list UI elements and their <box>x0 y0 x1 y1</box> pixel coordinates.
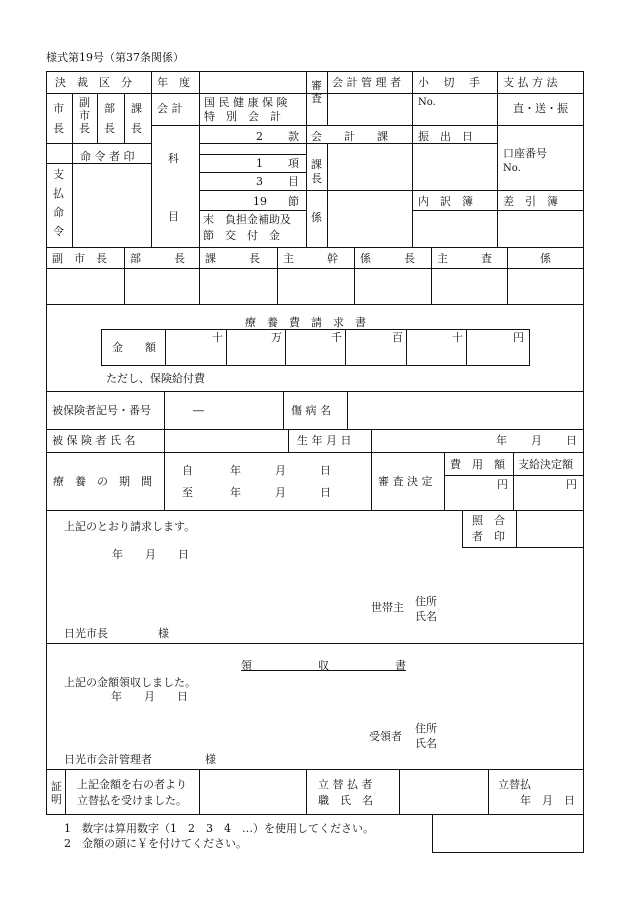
bucho-label: 部 長 <box>104 102 115 135</box>
shiharai-hoho-label: 支 払 方 法 <box>503 76 558 89</box>
receipt-statement: 上記の金額領収しました。 <box>64 676 196 689</box>
request-addressee: 日光市長 <box>64 627 108 640</box>
tatekae-date: 年 月 日 <box>520 794 575 807</box>
kaikei-kanrisha-label: 会 計 管 理 者 <box>332 76 401 89</box>
period-itaru: 至 <box>182 486 193 499</box>
uchiwake-label: 内 訳 簿 <box>418 195 473 208</box>
certificate-text-1: 上記金額を右の者より <box>77 778 187 791</box>
meireisha-in-label: 命 令 者 印 <box>80 150 135 163</box>
approval-fukushicho: 副 市 長 <box>52 252 107 265</box>
period-from-hi: 日 <box>320 464 331 477</box>
moku-number: 3 <box>256 175 263 188</box>
tatekae-date-label: 立替払 <box>498 778 531 791</box>
sashihiki-label: 差 引 簿 <box>503 195 558 208</box>
approval-kacho: 課 長 <box>205 252 260 265</box>
period-from-tsuki: 月 <box>275 464 286 477</box>
setsu-label: 節 <box>288 195 299 208</box>
receipt-date: 年 月 日 <box>111 690 188 703</box>
kigo-bango-label: 被保険者記号・番号 <box>52 404 151 417</box>
shinsa-kettei-label: 審 査 決 定 <box>378 475 433 488</box>
shobyomei-label: 傷 病 名 <box>291 404 331 417</box>
note-2: 2 金額の頭に￥を付けてください。 <box>64 837 247 850</box>
period-ji: 自 <box>182 464 193 477</box>
receipt-shimei: 氏名 <box>415 737 437 750</box>
koza-no: No. <box>503 163 521 174</box>
kaikei-name-2: 特 別 会 計 <box>204 110 281 123</box>
shiharai-meirei-label: 支 払 命 令 <box>53 168 64 238</box>
form-id: 様式第19号（第37条関係） <box>46 51 184 64</box>
period-to-nen: 年 <box>230 486 241 499</box>
ka-label: 科 <box>168 152 179 165</box>
approval-kakaricho: 係 長 <box>360 252 415 265</box>
saimoku-2: 節 交 付 金 <box>203 229 280 242</box>
kessai-kubun-label: 決 裁 区 分 <box>55 76 132 89</box>
juryosha-label: 受領者 <box>369 730 402 743</box>
unit-ju: 十 <box>452 331 463 344</box>
tadashi-text: ただし、保険給付費 <box>106 372 205 385</box>
kingaku-label: 金 額 <box>112 341 156 354</box>
moku-label: 目 <box>168 210 179 223</box>
hiyo-yen: 円 <box>497 478 508 491</box>
birth-hi: 日 <box>566 434 577 447</box>
saimoku-1: 末 負担金補助及 <box>203 213 291 226</box>
period-to-tsuki: 月 <box>275 486 286 499</box>
certificate-text-2: 立替払を受けました。 <box>77 794 187 807</box>
approval-shukan: 主 幹 <box>283 252 338 265</box>
period-from-nen: 年 <box>230 464 241 477</box>
furidashi-label: 振 出 日 <box>418 130 473 143</box>
kaikei-label: 会 計 <box>157 102 183 115</box>
hiyo-gaku-label: 費 用 額 <box>450 458 505 471</box>
kakari-label: 係 <box>311 211 322 224</box>
receipt-title: 領 収 書 <box>241 659 406 672</box>
unit-yen: 円 <box>513 331 524 344</box>
tatekae-label-2: 職 氏 名 <box>318 794 373 807</box>
request-shimei: 氏名 <box>415 610 437 623</box>
birth-nen: 年 <box>496 434 507 447</box>
kou-number: 1 <box>256 157 263 170</box>
request-jusho: 住所 <box>415 595 437 608</box>
shicho-label: 市 長 <box>53 102 64 135</box>
kacho2-label: 課 長 <box>311 158 322 185</box>
approval-bucho: 部 長 <box>130 252 185 265</box>
setainushi-label: 世帯主 <box>371 601 404 614</box>
unit-hyaku: 百 <box>392 331 403 344</box>
claim-title: 療 養 費 請 求 書 <box>245 316 366 329</box>
unit-man: 万 <box>271 331 282 344</box>
setsu-number: 19 <box>253 195 267 208</box>
unit-juman: 十 <box>212 331 223 344</box>
shikyu-yen: 円 <box>566 478 577 491</box>
kacho-label: 課 長 <box>131 102 142 135</box>
koza-bango-label: 口座番号 <box>503 147 547 160</box>
kaikei-name-1: 国 民 健 康 保 険 <box>204 96 288 109</box>
kogitte-label: 小 切 手 <box>418 76 480 89</box>
insured-name-label: 被 保 険 者 氏 名 <box>52 434 136 447</box>
shinsa-label: 審 査 <box>311 79 322 105</box>
shogo-label-1: 照 合 <box>472 514 505 527</box>
period-to-hi: 日 <box>320 486 331 499</box>
request-statement: 上記のとおり請求します。 <box>64 520 196 533</box>
request-sama: 様 <box>158 627 169 640</box>
request-date: 年 月 日 <box>112 548 189 561</box>
tatekae-label-1: 立 替 払 者 <box>318 778 373 791</box>
moku-unit-label: 目 <box>288 175 299 188</box>
kan-label: 款 <box>288 130 299 143</box>
shomei-label: 証 明 <box>51 780 62 806</box>
shikyu-kettei-gaku-label: 支給決定額 <box>518 458 573 471</box>
shiharai-hoho-value: 直・送・振 <box>513 102 568 115</box>
period-label: 療 養 の 期 間 <box>53 475 152 488</box>
receipt-sama: 様 <box>205 753 216 766</box>
kogitte-no: No. <box>418 97 436 108</box>
shogo-label-2: 者 印 <box>472 530 505 543</box>
nendo-label: 年 度 <box>157 76 190 89</box>
receipt-addressee: 日光市会計管理者 <box>64 753 152 766</box>
kan-number: 2 <box>256 130 263 143</box>
approval-kakari: 係 <box>540 252 551 265</box>
note-1: 1 数字は算用数字（1 2 3 4 …）を使用してください。 <box>64 822 374 835</box>
kou-label: 項 <box>288 157 299 170</box>
unit-sen: 千 <box>331 331 342 344</box>
birth-tsuki: 月 <box>531 434 542 447</box>
seinengappi-label: 生 年 月 日 <box>297 434 352 447</box>
kaikei-ka-label: 会 計 課 <box>311 130 388 143</box>
kigo-bango-dash: ― <box>193 404 204 417</box>
fukushicho-label: 副 市 長 <box>79 96 90 135</box>
approval-shusa: 主 査 <box>437 252 492 265</box>
receipt-jusho: 住所 <box>415 722 437 735</box>
